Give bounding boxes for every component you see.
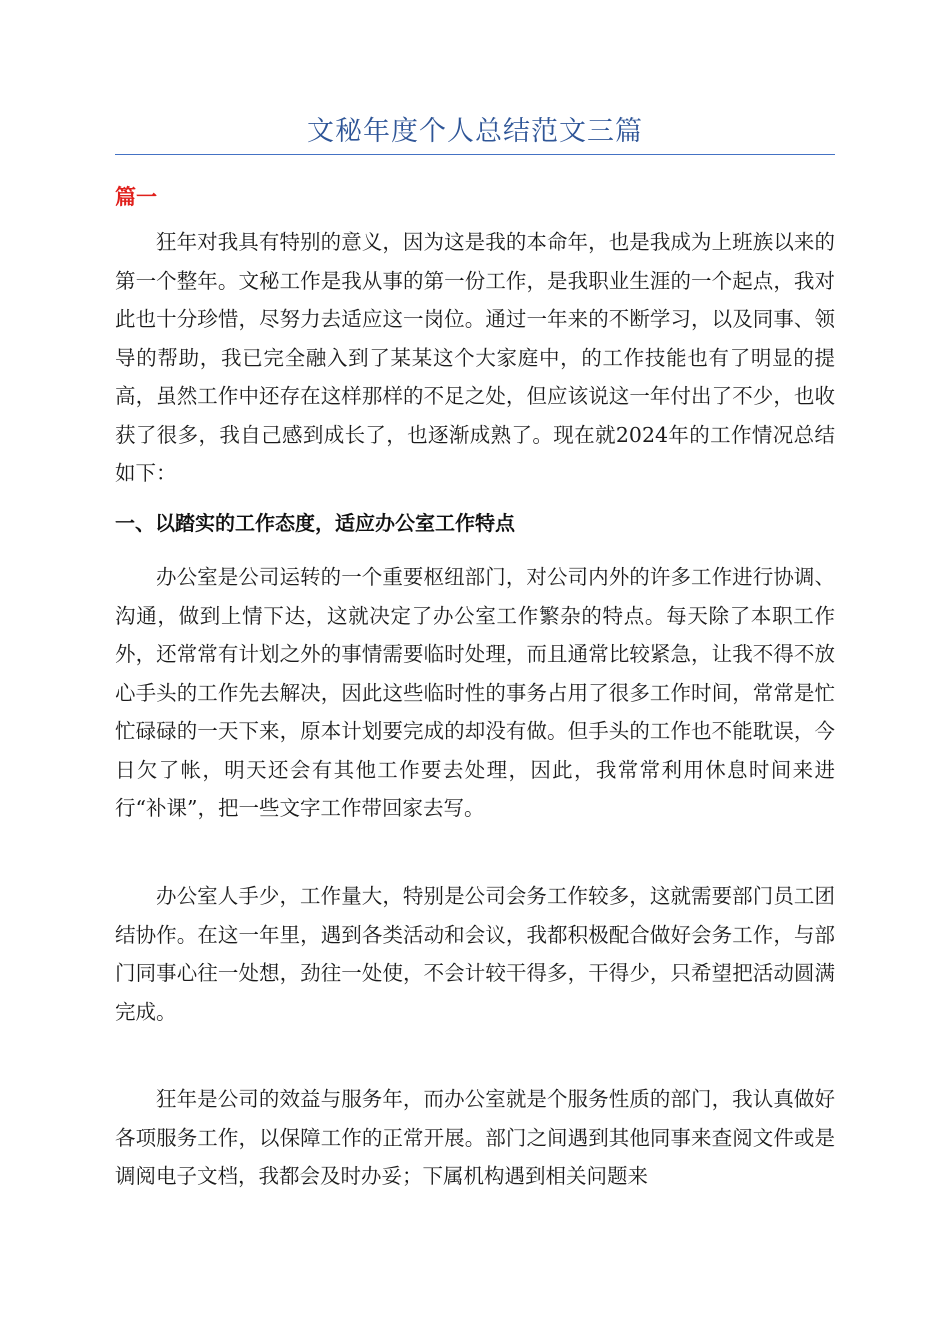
title-underline [115,154,835,155]
section-heading-1: 一、以踏实的工作态度，适应办公室工作特点 [115,511,515,535]
body-paragraph-4: 狂年是公司的效益与服务年，而办公室就是个服务性质的部门，我认真做好各项服务工作，以保障工作的正常开展。部门之间遇到其他同事来查阅文件或是调阅电子文档，我都会及时办妥；下属机构遇到相关问题来 [115,1087,835,1188]
part-heading: 篇一 [115,185,157,209]
body-paragraph-2: 办公室是公司运转的一个重要枢纽部门，对公司内外的许多工作进行协调、沟通，做到上情下达，这就决定了办公室工作繁杂的特点。每天除了本职工作外，还常常有计划之外的事情需要临时处理，而且通常比较紧急，让我不得不放心手头的工作先去解决，因此这些临时性的事务占用了很多工作时间，常常是忙忙碌碌的一天下来，原本计划要完成的却没有做。但手头的工作也不能耽误，今日欠了帐，明天还会有其他工作要去处理，因此，我常常利用休息时间来进行“补课”，把一些文字工作带回家去写。 [115,565,835,820]
body-paragraph-1: 狂年对我具有特别的意义，因为这是我的本命年，也是我成为上班族以来的第一个整年。文秘工作是我从事的第一份工作，是我职业生涯的一个起点，我对此也十分珍惜，尽努力去适应这一岗位。通过一年来的不断学习，以及同事、领导的帮助，我已完全融入到了某某这个大家庭中，的工作技能也有了明显的提高，虽然工作中还存在这样那样的不足之处，但应该说这一年付出了不少，也收获了很多，我自己感到成长了，也逐渐成熟了。现在就2024年的工作情况总结如下： [115,230,835,485]
document-title: 文秘年度个人总结范文三篇 [307,116,643,147]
body-paragraph-3: 办公室人手少，工作量大，特别是公司会务工作较多，这就需要部门员工团结协作。在这一年里，遇到各类活动和会议，我都积极配合做好会务工作，与部门同事心往一处想，劲往一处使，不会计较干得多，干得少，只希望把活动圆满完成。 [115,884,835,1024]
